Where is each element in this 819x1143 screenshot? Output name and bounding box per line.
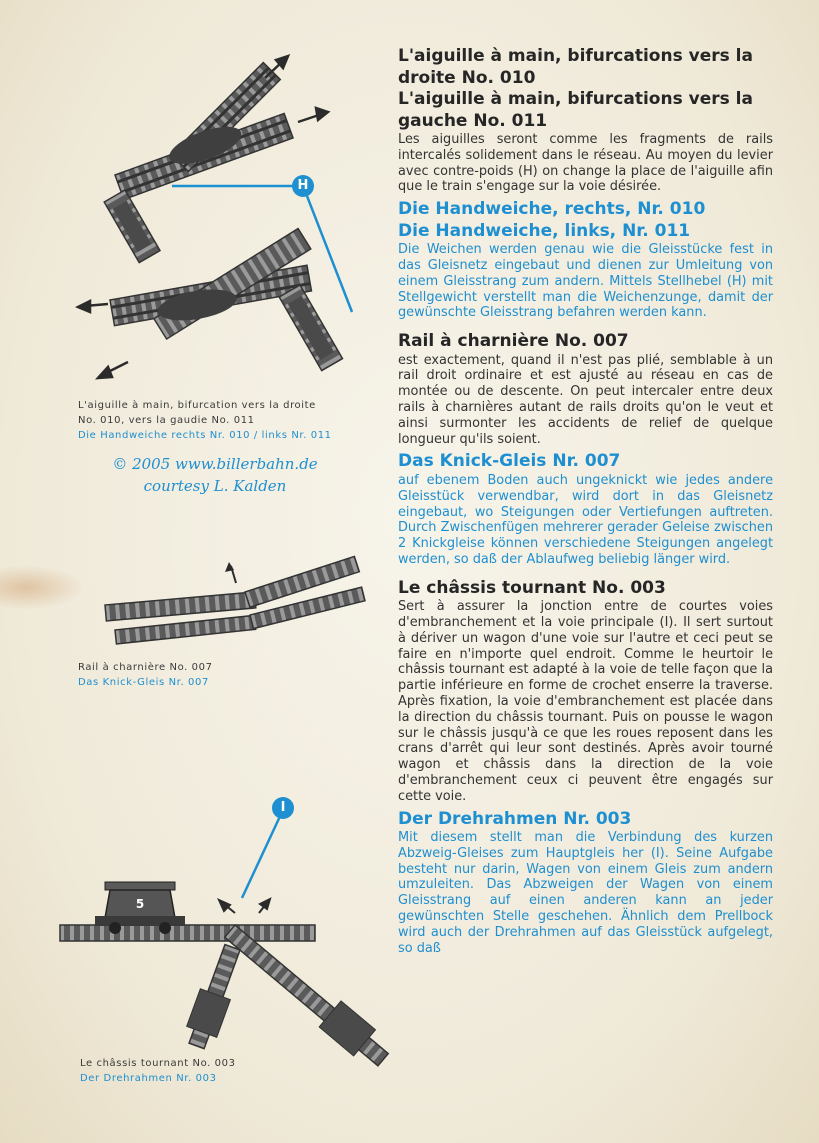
section-switch xyxy=(398,46,773,321)
caption-turntable-de: Der Drehrahmen Nr. 003 xyxy=(80,1073,217,1084)
caption-turntable-fr: Le châssis tournant No. 003 xyxy=(80,1058,236,1069)
hinge-text-de: auf ebenem Boden auch ungeknickt wie jedes andere Gleisstück verwendbar, wird dort in das Gleisnetz eingebaut, wo Steigungen oder Vertiefungen auftreten. Durch Zwischenfügen mehrerer gerader Geleise zwischen 2 Knickgleise können verschiedene Steigungen angelegt werden, so daß der Ablaufweg beliebig länger wird. xyxy=(398,472,773,567)
hinge-title-de: Das Knick-Gleis Nr. 007 xyxy=(398,451,621,472)
switch-text-de: Die Weichen werden genau wie die Gleisstücke fest in das Gleisnetz eingebaut und dienen zur Umleitung von einem Gleisstrang zum andern. Mittels Stellhebel (H) mit Stellgewicht verstellt man die Weichenzunge, damit der gewünschte Gleisstrang befahren werden kann. xyxy=(398,242,773,321)
caption-switch xyxy=(78,398,378,443)
caption-switch-fr: L'aiguille à main, bifurcation vers la droite xyxy=(78,400,316,411)
caption-turntable xyxy=(80,1056,380,1086)
hinge-title-fr: Rail à charnière No. 007 xyxy=(398,331,629,352)
caption-switch-de: Die Handweiche rechts Nr. 010 / links Nr. 011 xyxy=(78,430,332,441)
switch-right xyxy=(96,59,300,199)
switch-title-de-2: Die Handweiche, links, Nr. 011 xyxy=(398,220,691,241)
caption-hinge-rail xyxy=(78,660,378,690)
turntable-marker-label: I xyxy=(280,800,286,815)
switch-title-fr-2: L'aiguille à main, bifurcations vers la gauche No. 011 xyxy=(398,89,753,131)
section-hinge-rail xyxy=(398,331,773,568)
section-turntable xyxy=(398,578,773,957)
credit-line2: courtesy L. Kalden xyxy=(143,477,287,495)
hinge-text-fr: est exactement, quand il n'est pas plié, semblable à un rail droit ordinaire et est ajusté au réseau en cas de montée ou de descente. On peut intercaler entre deux rails à charnières autant de rails droits qu'on le veut et ainsi surmonter les accidents de relief de quelque longueur qu'ils soient. xyxy=(398,352,773,447)
turntable-text-de: Mit diesem stellt man die Verbindung des kurzen Abzweig-Gleises zum Hauptgleis her (I). Seine Aufgabe besteht nur darin, Wagen von einem Gleis zum andern umzuleiten. Das Abzweigen der Wagen von einem Gleisstrang auf einen anderen kann an jeder gewünschten Stelle geschehen. Ähnlich dem Prellbock wird auch der Drehrahmen auf das Gleisstück aufgelegt, so daß xyxy=(398,830,773,956)
turntable-title-de: Der Drehrahmen Nr. 003 xyxy=(398,808,632,829)
caption-hinge-de: Das Knick-Gleis Nr. 007 xyxy=(78,677,209,688)
text-column xyxy=(398,46,773,956)
lever-marker-label: H xyxy=(297,178,309,193)
turntable-scene xyxy=(60,797,395,1072)
switch-text-fr: Les aiguilles seront comme les fragments de rails intercalés solidement dans le réseau. Au moyen du levier avec contre-poids (H) on change la place de l'aiguille afin que le train s'engage sur la voie désirée. xyxy=(398,132,773,195)
credit-line1: © 2005 www.billerbahn.de xyxy=(112,455,318,473)
turntable-text-fr: Sert à assurer la jonction entre de courtes voies d'embranchement et la voie principale (I). Il sert surtout à dériver un wagon d'une voie sur l'autre et ceci peut se faire en n'importe quel endroit. Comme le heurtoir le châssis tournant est adapté à la voie de telle façon que la partie inférieure en forme de crochet enserre la traverse. Après fixation, la voie d'embranchement est placée dans la direction du châssis tournant. Puis on pousse le wagon sur le châssis jusqu'à ce que les roues reposent dans les crans d'arrêt qui leur sont destinés. Après avoir tourné wagon et châssis dans la direction de la voie d'embranchement ceux ci peuvent être engagés sur cette voie. xyxy=(398,599,773,804)
switch-title-fr-1: L'aiguille à main, bifurcations vers la droite No. 010 xyxy=(398,46,753,88)
caption-hinge-fr: Rail à charnière No. 007 xyxy=(78,662,213,673)
hinge-rail xyxy=(105,556,365,643)
wagon-number: 5 xyxy=(135,897,145,911)
caption-switch-fr2: No. 010, vers la gaudie No. 011 xyxy=(78,415,255,426)
switch-title-de-1: Die Handweiche, rechts, Nr. 010 xyxy=(398,199,706,220)
credit xyxy=(85,453,345,497)
turntable-title-fr: Le châssis tournant No. 003 xyxy=(398,577,666,598)
